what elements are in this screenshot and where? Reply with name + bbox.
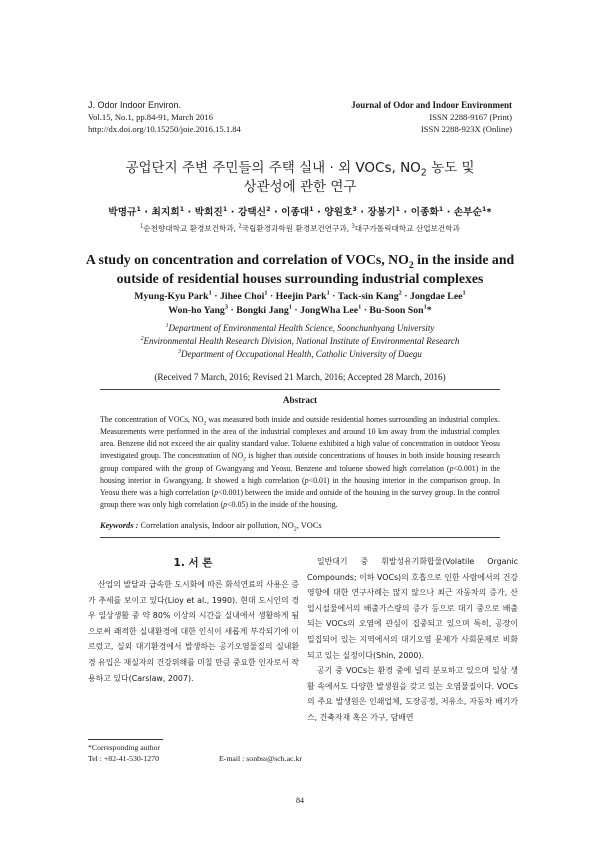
- english-author-affil-mark: 1: [326, 289, 330, 297]
- english-title-text-end: in the inside and: [413, 252, 515, 267]
- doi-link[interactable]: http://dx.doi.org/10.15250/joie.2016.15.1.84: [88, 124, 241, 134]
- footnote-rule: [88, 739, 163, 740]
- english-affiliation-mark: 3: [178, 349, 181, 355]
- korean-title-line2: 상관성에 관한 연구: [243, 179, 357, 195]
- english-author-name: Myung-Kyu Park: [134, 291, 209, 302]
- english-author-affil-mark: 1: [462, 289, 466, 297]
- korean-author-separator: ·: [356, 207, 368, 218]
- abstract-text: is higher than outside concentrations of houses in both inside housing research group compared with the group of Gwangyang and Yeosu. Benzene and toluene showed high correlation (: [100, 451, 500, 473]
- author-email[interactable]: E-mail : sonbss@sch.ac.kr: [218, 754, 302, 763]
- korean-author-affil-mark: 1: [136, 205, 141, 213]
- english-affiliation: Environmental Health Research Division, National Institute of Environmental Research: [143, 336, 460, 346]
- korean-author-affil-mark: 1: [395, 205, 401, 213]
- left-column: [88, 577, 299, 686]
- english-author-affil-mark: 3: [224, 303, 229, 311]
- korean-affiliation: 순천향대학교 환경보건학과,: [143, 224, 239, 233]
- english-authors-line1: [60, 290, 540, 304]
- english-affiliation-line: [60, 348, 540, 361]
- korean-author-name: 최지희: [151, 207, 180, 218]
- korean-author-affil-mark: 1: [222, 205, 228, 213]
- korean-affiliation: 국립환경과학원 환경보건연구과,: [241, 224, 352, 233]
- journal-short-name: J. Odor Indoor Environ.: [88, 100, 182, 110]
- author-telephone: Tel : +82-41-530-1270: [88, 754, 159, 763]
- korean-title-text: 공업단지 주변 주민들의 주택 실내 · 외 VOCs, NO: [125, 160, 421, 176]
- english-author-affil-mark: 1: [264, 289, 268, 297]
- english-author-name: Jihee Choi: [219, 291, 265, 302]
- abstract-top-rule: [100, 389, 500, 390]
- english-affiliation: Department of Occupational Health, Catholic University of Daegu: [180, 349, 422, 359]
- abstract-text: <0.001) in the housing interior in Gwangyang. It showed a high correlation (: [100, 463, 501, 485]
- journal-volume: Vol.15, No.1, pp.84-91, March 2016: [88, 112, 213, 122]
- abstract-text: <0.05) in the inside of the housing.: [227, 500, 338, 510]
- abstract-subscript: 2: [203, 420, 207, 427]
- english-author-separator: ·: [361, 305, 370, 316]
- english-author-separator: ·: [211, 291, 220, 302]
- abstract-text: The concentration of VOCs, NO: [100, 415, 204, 424]
- korean-author-name: 손부순: [453, 207, 483, 218]
- english-author-separator: ·: [267, 291, 276, 302]
- abstract-text: was measured both inside and outside residential homes surrounding an industrial complex. Measurements were performed in the area of the industrial complexes and around 10 km away from the industrial complex area. Benzene did not exceed the air quality standard value. Toluene exhibited a high value of concentration in outdoor Yeosu investigated group. The concentration of NO: [100, 415, 500, 461]
- english-author-affil-mark: 1: [208, 289, 212, 297]
- intro-paragraph-1: 산업의 발달과 급속한 도시화에 따른 화석연료의 사용은 증가 추세를 보이고 있다(Lioy et al., 1990). 현대 도시인의 경우 일상생활 중 약 80% 이상의 시간을 실내에서 생활하게 됨으로써 쾌적한 실내환경에 대한 인식이 새롭게 부각되기에 이르렀고, 실외 대기환경에서 발생하는 공기오염물질의 실내환경 유입은 재실자의 건강위해를 미칠 만큼 중요한 인자로서 작용하고 있다(Carslaw, 2007).: [88, 580, 299, 683]
- korean-author-list: [60, 204, 540, 218]
- korean-author-name: 박희진: [194, 207, 223, 218]
- abstract-italic: p: [449, 463, 454, 473]
- english-affiliation-mark: 2: [140, 336, 144, 342]
- english-author-affil-mark: 1: [288, 303, 292, 311]
- korean-author-affil-mark: 1: [438, 205, 444, 213]
- english-author-name: JongWha Lee: [300, 305, 359, 316]
- korean-title-text-end: 농도 및: [426, 160, 475, 176]
- english-affiliation-line: [60, 335, 540, 348]
- intro-paragraph-2: 일반대기 중 휘발성유기화합물(Volatile Organic Compounds; 이하 VOCs)의 호흡으로 인한 사람에서의 건강영향에 대한 연구사례는 많지 않으나 최근 자동차의 증가, 산업시설물에서의 배출가스량의 증가 등으로 대기 중으로 배출되는 VOCs의 오염에 관심이 집중되고 있으며 특히, 공장이 밀집되어 있는 지역에서의 대기오염 문제가 사회문제로 비화되고 있는 실정이다(Shin, 2000).: [307, 557, 518, 660]
- english-author-name: Heejin Park: [275, 291, 327, 302]
- english-author-name: Won-ho Yang: [168, 305, 225, 316]
- korean-author-name: 이종대: [281, 207, 310, 218]
- korean-title: [60, 159, 540, 197]
- korean-author-affil-mark: 3: [352, 205, 357, 213]
- abstract-body: [100, 414, 500, 511]
- abstract-italic: p: [214, 487, 219, 497]
- english-title-line2: outside of residential houses surrounding industrial complexes: [116, 271, 484, 286]
- footnote: [88, 742, 302, 764]
- abstract-bottom-rule: [100, 537, 500, 538]
- english-author-separator: ·: [329, 291, 338, 302]
- corresponding-author-note: *Corresponding author: [88, 743, 161, 752]
- korean-author-name: 이종화: [410, 207, 439, 218]
- keywords-label: Keywords :: [100, 521, 139, 530]
- english-author-separator: ·: [401, 291, 410, 302]
- korean-author-separator: ·: [227, 207, 238, 218]
- abstract-subscript: 2: [243, 457, 246, 464]
- journal-header-left: [88, 99, 241, 135]
- korean-author-separator: ·: [443, 207, 454, 218]
- abstract-heading: Abstract: [282, 395, 318, 405]
- page-number: 84: [296, 796, 304, 805]
- korean-author-separator: *: [486, 207, 492, 218]
- english-affiliations: [60, 322, 540, 361]
- korean-author-separator: ·: [400, 207, 411, 218]
- korean-affiliation-mark: 1: [140, 223, 144, 230]
- english-author-name: Bu-Soon Son: [369, 305, 424, 316]
- english-author-name: Bongki Jang: [236, 305, 289, 316]
- english-author-name: Jongdae Lee: [410, 291, 463, 302]
- korean-title-subscript: 2: [420, 167, 427, 179]
- korean-author-affil-mark: 1: [309, 205, 314, 213]
- english-title-text: A study on concentration and correlation of VOCs, NO: [85, 252, 409, 267]
- english-title-subscript: 2: [408, 259, 414, 271]
- english-author-affil-mark: 1: [358, 303, 362, 311]
- english-author-list: [60, 290, 540, 318]
- keywords-text-end: , VOCs: [296, 521, 322, 530]
- english-author-affil-mark: 2: [398, 289, 402, 297]
- keywords: [100, 521, 500, 533]
- abstract-text: <0.01) in the housing interior in the comparison group. In Yeosu there was a high correlation (: [100, 475, 500, 497]
- issn-online: ISSN 2288-923X (Online): [420, 124, 512, 134]
- english-affiliation-line: [60, 322, 540, 335]
- korean-author-name: 박명규: [108, 207, 137, 218]
- keywords-text: Correlation analysis, Indoor air pollution, NO: [138, 521, 294, 530]
- right-column: [307, 554, 518, 726]
- korean-author-affil-mark: 1: [179, 205, 185, 213]
- abstract-italic: p: [304, 475, 309, 485]
- english-author-affil-mark: 1: [423, 303, 427, 311]
- korean-author-separator: ·: [270, 207, 282, 218]
- intro-paragraph-3: 공기 중 VOCs는 환경 중에 널리 분포하고 있으며 일상 생활 속에서도 다양한 발생원을 갖고 있는 오염물질이다. VOCs의 주요 발생원은 인쇄업체, 도장공정, 저유소, 자동차 배기가스, 건축자재 혹은 가구, 담배연: [307, 666, 518, 722]
- korean-author-name: 장봉기: [367, 207, 396, 218]
- korean-affiliations: [60, 223, 540, 234]
- english-author-separator: *: [426, 305, 432, 316]
- keywords-subscript: 2: [293, 526, 297, 533]
- korean-author-affil-mark: 1: [482, 205, 487, 213]
- english-affiliation-mark: 1: [165, 323, 169, 329]
- english-authors-line2: [60, 304, 540, 318]
- korean-affiliation: 대구가톨릭대학교 산업보건학과: [354, 224, 460, 233]
- korean-author-affil-mark: 2: [266, 205, 271, 213]
- issn-print: ISSN 2288-9167 (Print): [429, 112, 512, 122]
- journal-full-name: Journal of Odor and Indoor Environment: [351, 100, 512, 110]
- english-affiliation: Department of Environmental Health Science, Soonchunhyang University: [168, 323, 435, 333]
- english-title: [60, 250, 540, 288]
- korean-author-separator: ·: [313, 207, 325, 218]
- korean-affiliation-mark: 3: [351, 223, 355, 230]
- korean-author-name: 양원호: [324, 207, 353, 218]
- abstract-italic: p: [223, 500, 228, 510]
- journal-header-right: [351, 99, 512, 135]
- english-author-separator: ·: [291, 305, 301, 316]
- english-author-separator: ·: [228, 305, 237, 316]
- korean-author-separator: ·: [140, 207, 152, 218]
- korean-author-name: 강택신: [237, 207, 267, 218]
- abstract-text: <0.001) between the inside and outside of the housing in the survey group. In the control group there was only high correlation (: [100, 487, 500, 510]
- korean-author-separator: ·: [184, 207, 195, 218]
- section-heading-introduction: 1. 서 론: [173, 557, 213, 569]
- english-author-name: Tack-sin Kang: [337, 291, 399, 302]
- received-dates: (Received 7 March, 2016; Revised 21 March, 2016; Accepted 28 March, 2016): [154, 372, 446, 382]
- korean-affiliation-mark: 2: [238, 223, 242, 230]
